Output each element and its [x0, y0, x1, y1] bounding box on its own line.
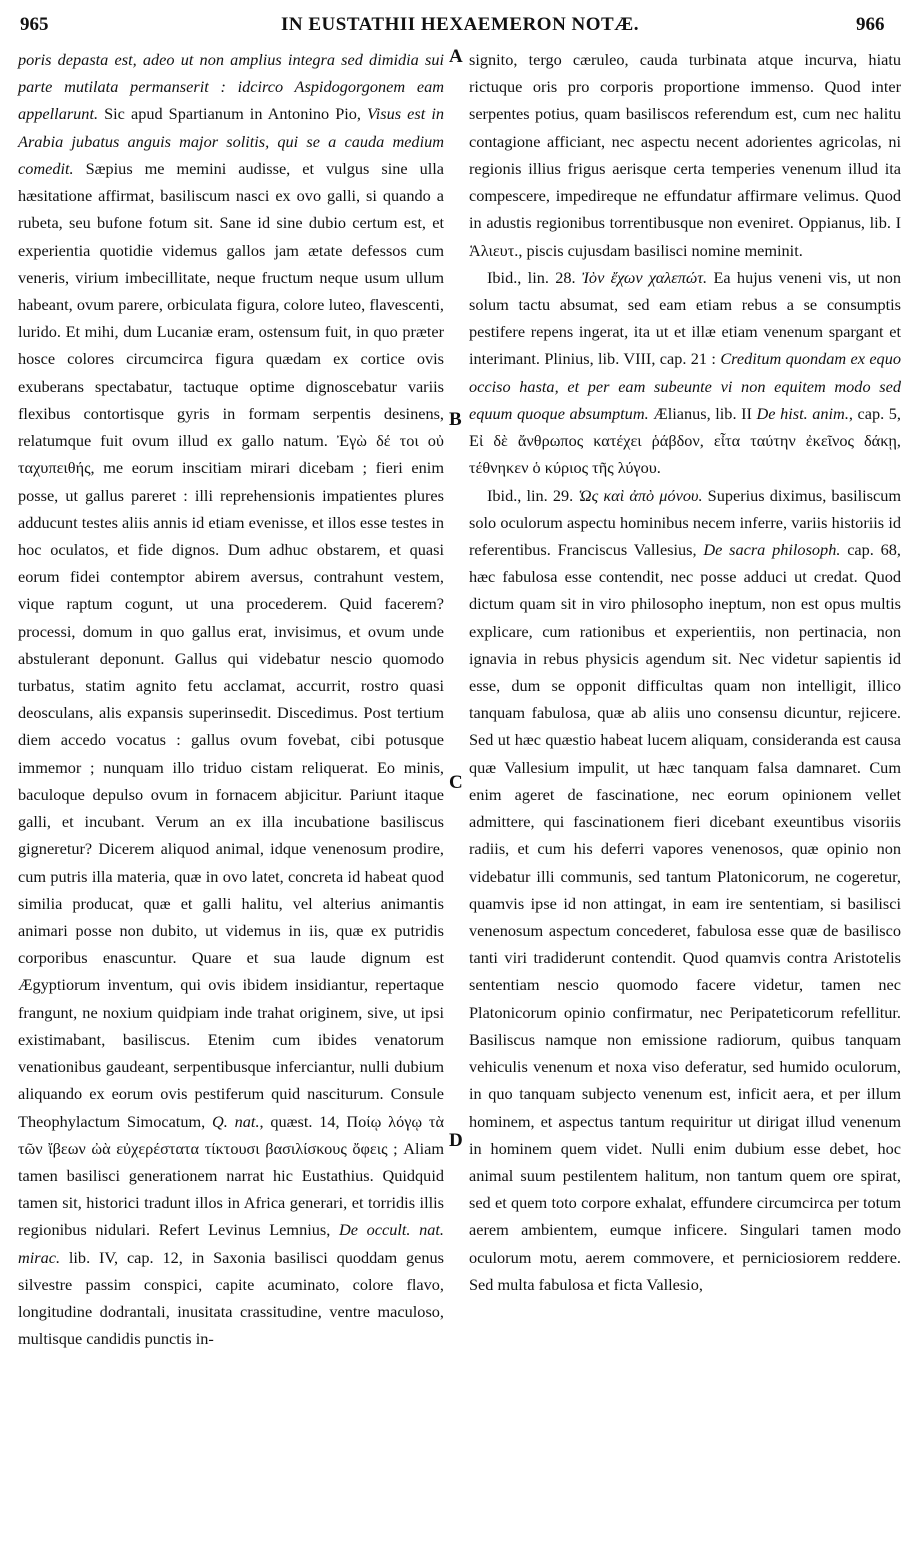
right-paragraph: signito, tergo cæruleo, cauda turbinata atque incurva, hiatu rictuque oris pro corporis proportione immenso. Quod inter serpentes potius, quam basiliscos referendum est, cum nec halitu contagione afficiant, nec aspectu necent adorientes agricolas, ni regionis illius frigus aerisque certa temperies venenum illud ita compescere, impedireque ne effundatur affirmare velimus. Quod in adustis regionibus torrentibusque non eveniret. Oppianus, lib. I Ἁλιευτ., piscis cujusdam basilisci nomine meminit. — [469, 50, 901, 260]
text-run: , cap. 5, Εἰ δὲ ἄνθρωπος κατέχει ῥάβδον, εἶτα ταύτην ἐκεῖνος δάκῃ, τέθνηκεν ὁ κύριος τῆς λύγου. — [469, 403, 901, 478]
text-run: Sic apud Spartianum in Antonino Pio, — [98, 104, 368, 124]
left-column — [18, 46, 444, 1353]
page-number-right: 966 — [856, 14, 885, 35]
italic-citation: De hist. anim. — [756, 403, 849, 423]
text-run: lib. IV, cap. 12, in Saxonia basilisci quoddam genus silvestre passim conspici, capite acuminato, colore flavo, longitudine dodrantali, inusitata crassitudine, ventre maculoso, multisque candidis punctis in- — [18, 1247, 444, 1349]
page-number-left: 965 — [20, 14, 49, 35]
text-run: Ea hujus veneni vis, ut non solum tactu absumat, sed eam etiam rebus a se consumptis pestifere repens ingerat, ita ut et illæ etiam venenum spargant et interimant. Plinius, lib. VIII, cap. 21 : — [469, 267, 902, 369]
margin-marker-c: C — [449, 772, 463, 793]
text-run: Sæpius me memini audisse, et vulgus sine ulla hæsitatione affirmat, basiliscum nasci ex ovo galli, si quando a rubeta, seu bufone fotum sit. Sane id sine dubio certum est, et experientia quotidie videmus gallos jam ætate defessos cum veneris, virium imbecillitate, neque fructum neque usum ullum habeant, ovum parere, orbiculata figura, colore luteo, flavescenti, lurido. Et mihi, dum Lucaniæ eram, ostensum fuit, in quo præter hosce colores circumcirca figura quædam ex cortice ovis exuberans spectabatur, tactuque optime dignoscebatur variis flexibus contortisque gyris in formam serpentis desinens, relatumque fuit ovum illud ex gallo natum. Ἐγὼ δέ τοι οὐ ταχυπειθής, me eorum inscitiam mirari dicebam ; fieri enim posse, ut gallus pareret : illi reprehensionis impatientes plures adducunt testes aliis annis id etiam evenisse, et illos esse testes in hoc oculatos, et fide dignos. Dum adhuc obstarem, et quasi eorum fidei contemptor abirem aversus, contrahunt vestem, vique raptum cogunt, ut una procederem. Quid facerem? processi, domum in quo gallus erat, invisimus, et ovum unde abstulerant deponunt. Gallus qui videbatur nescio quomodo turbatus, statim agnito fetu acclamat, accurrit, rostro quasi deosculans, alis expansis superinsedit. Discedimus. Post tertium diem accedo vocatus : gallus ovum fovebat, cibi potusque immemor ; nunquam illo triduo cistam reliquerat. Eo minis, baculoque depulso ovum in fornacem abjicitur. Pariunt itaque galli, et incubant. Verum an ex illa incubatione basiliscus gigneretur? Dicerem aliquod animal, idque venenosum prodire, cum putris illa materia, quæ in ovo latet, concreta id habeat quod similia producat, quæ et galli halitu, vel alterius animantis animari posse non dubito, ut videmus in iis, quæ ex putridis corporibus enascuntur. Quare et sua laude dignum est Ægyptiorum inventum, qui ovis ibidem insidiantur, repertaque frangunt, ne noxium quidpiam inde trahat originem, sive, ut ipsi existimabant, basiliscus. Etenim cum ibides venatorum venationibus gaudeant, serpentibusque inferciantur, nulli dubium aliquando ex eorum ovis pestiferum quid nasciturum. Consule Theophylactum Simocatum, — [18, 158, 444, 1131]
left-paragraph — [18, 46, 444, 1353]
margin-marker-d: D — [449, 1130, 463, 1151]
text-run: Superius diximus, basiliscum solo oculorum aspectu hominibus necem inferre, variis historiis id referentibus. Franciscus Vallesius, — [469, 485, 902, 559]
text-run: Ælianus, lib. II — [648, 403, 757, 423]
italic-citation: De sacra philosoph. — [703, 539, 841, 559]
running-title: IN EUSTATHII HEXAEMERON NOTÆ. — [281, 14, 639, 35]
margin-marker-a: A — [449, 46, 463, 67]
italic-quote: Creditum quondam ex equo occiso hasta, et per eam subeunte vi non equitem modo sed equum quoque absumptum. — [469, 349, 901, 423]
margin-marker-b: B — [449, 409, 462, 430]
reference: Ibid., lin. 29. — [487, 485, 579, 505]
right-column — [469, 46, 901, 1298]
italic-quote: Visus est in Arabia jubatus anguis major solitis, qui se a cauda medium comedit. — [18, 104, 444, 178]
text-run: , quæst. 14, Ποίῳ λόγῳ τὰ τῶν ἴβεων ὠὰ εὐχερέστατα τίκτουσι βασιλίσκους ὄφεις ; Aliam tamen basilisci generationem narrat hic Eustathius. Quidquid tamen sit, historici tradunt illos in Africa generari, et torridis illis regionibus nidulari. Refert Levinus Lemnius, — [18, 1111, 444, 1240]
italic-quote: poris depasta est, adeo ut non amplius integra sed dimidia sui parte mutilata permanserit : idcirco Aspidogorgonem eam appellarunt. — [18, 50, 444, 124]
greek-lemma: Ὡς καὶ ἀπὸ μόνου. — [578, 485, 703, 505]
italic-citation: De occult. nat. mirac. — [18, 1220, 444, 1267]
italic-citation: Q. nat. — [212, 1111, 260, 1131]
right-paragraph — [469, 482, 901, 1299]
greek-lemma: Ἰὸν ἔχων χαλεπώτ. — [581, 267, 708, 287]
running-header — [0, 0, 914, 40]
right-paragraph — [469, 264, 901, 482]
reference: Ibid., lin. 28. — [487, 267, 582, 287]
text-run: cap. 68, hæc fabulosa esse contendit, nec posse adduci ut credat. Quod dictum quam sit in viro philosopho ineptum, non est opus multis explicare, cum rationibus et experientiis, non pertinacia, non ignavia in rebus physicis agendum sit. Nec videtur sapientis id esse, dum se opponit difficultas quam non intelligit, illico tanquam fabulosa, quæ ab aliis uno consensu dicuntur, rejicere. Sed ut hæc quæstio habeat lucem aliquam, consideranda est causa quæ Vallesium impulit, ut hæc tanquam falsa damnaret. Cum enim ageret de fascinatione, nec eorum opinionem vellet admittere, qui fascinationem fieri dicebant exeuntibus visoriis radiis, et cum his deferri vapores venenosos, quæ opinio non videbatur illi communis, sed tantum Platonicorum, ne cogeretur, quamvis ipse id non attingat, in eam ire sententiam, si basilisci venenosum aspectum concederet, fabulosa esse quæ de basilisco tanti viri tradiderunt contendit. Quod quamvis contra Aristotelis sententiam nescio quomodo facere videtur, tamen nec Platonicorum opinio confirmatur, nec Peripateticorum refellitur. Basiliscus namque non emissione radiorum, quibus tanquam vehiculis venenum et noxa viso deferatur, sed humido oculorum, in quo tanquam subjecto venenum est, inficit aera, et per illum hominem, et aspectus tantum requiritur ut dirigat illud venenum in hominem quem videt. Nulli enim dubium esse debet, hoc animal suum pestilentem halitum, non tantum quem ore spirat, sed et quem toto corpore exhalat, effundere circumcirca per totum aerem ambientem, eumque inficere. Singulari tamen modo oculorum motu, aerem commovere, et perniciosiorem reddere. Sed multa fabulosa et ficta Vallesio, — [469, 539, 901, 1294]
